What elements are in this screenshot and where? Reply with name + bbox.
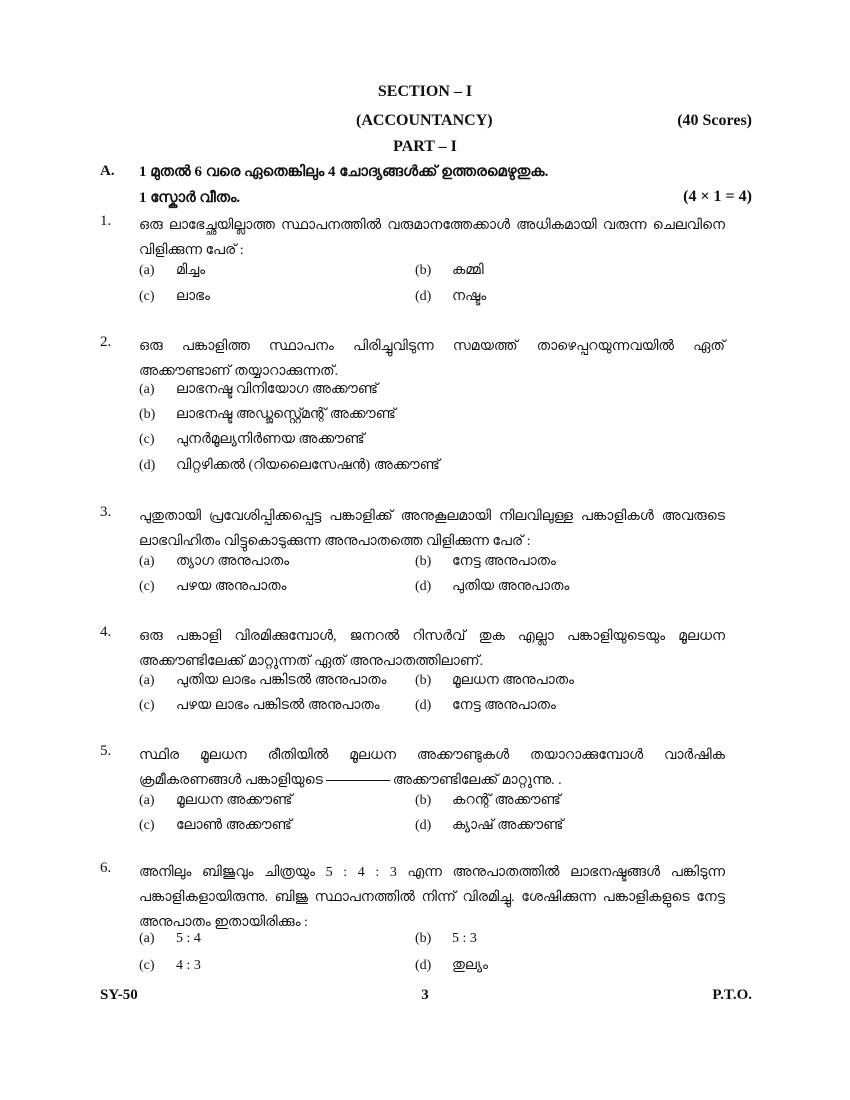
option-text: പഴയ അനുപാതം (176, 579, 287, 594)
option-label: (c) (139, 958, 155, 973)
option-label: (c) (139, 579, 155, 594)
option-text: ലാഭനഷ്ട അഡ്ജസ്റ്റ്മെന്റ് അക്കൗണ്ട് (176, 407, 396, 422)
option-label: (a) (139, 382, 155, 397)
option-text: മൂലധന അനുപാതം (452, 673, 574, 688)
option-text: വിറ്റഴിക്കൽ (റിയലൈസേഷൻ) അക്കൗണ്ട് (176, 458, 440, 473)
option-text: തുല്യം (452, 958, 488, 973)
question-text: ഒരു പങ്കാളി വിരമിക്കുമ്പോൾ, ജനറൽ റിസർവ് തുക എല്ലാ പങ്കാളിയുടെയും മൂലധന അക്കൗണ്ടിലേക്ക് മാറ്റുന്നത് ഏത് അനുപാതത്തിലാണ്. (139, 629, 725, 669)
question-text: ഒരു ലാഭേച്ഛയില്ലാത്ത സ്ഥാപനത്തിൽ വരുമാനത്തേക്കാൾ അധികമായി വരുന്ന ചെലവിനെ വിളിക്കുന്ന പേര് : (139, 218, 725, 258)
option-label: (a) (139, 554, 155, 569)
total-scores: (40 Scores) (677, 112, 752, 129)
option-label: (d) (415, 958, 432, 973)
option-label: (d) (415, 698, 432, 713)
question-number: 2. (100, 334, 112, 350)
option-text: ലാഭനഷ്ട വിനിയോഗ അക്കൗണ്ട് (176, 382, 378, 397)
option-label: (c) (139, 289, 155, 304)
option-label: (c) (139, 818, 155, 833)
option-text: പുതിയ ലാഭം പങ്കിടൽ അനുപാതം (176, 673, 387, 688)
question-text-before: സ്ഥിര മൂലധന രീതിയിൽ മൂലധന അക്കൗണ്ടുകൾ തയാറാക്കുമ്പോൾ വാർഷിക ക്രമീകരണങ്ങൾ പങ്കാളിയുടെ (139, 748, 725, 788)
page-number: 3 (421, 987, 429, 1003)
option-text: നഷ്ടം (452, 289, 487, 304)
option-label: (b) (415, 673, 432, 688)
instruction-label: A. (100, 163, 115, 179)
part-title: PART – I (393, 138, 457, 155)
question-number: 6. (100, 860, 112, 876)
instruction-subtext: 1 സ്കോർ വീതം. (139, 190, 241, 206)
option-text: കറന്റ് അക്കൗണ്ട് (452, 793, 561, 808)
answer-blank (326, 780, 390, 781)
option-label: (b) (415, 554, 432, 569)
option-text: ലാഭം (176, 289, 210, 304)
option-label: (d) (415, 289, 432, 304)
question-number: 4. (100, 624, 112, 640)
option-text: പുനർമൂല്യനിർണയ അക്കൗണ്ട് (176, 432, 365, 447)
instruction-text: 1 മുതൽ 6 വരെ ഏതെങ്കിലും 4 ചോദ്യങ്ങൾക്ക് ഉത്തരമെഴുതുക. (139, 164, 549, 180)
option-text: 5 : 3 (452, 931, 477, 946)
option-label: (a) (139, 793, 155, 808)
question-text (139, 743, 725, 793)
option-text: ത്യാഗ അനുപാതം (176, 554, 290, 569)
option-label: (a) (139, 263, 155, 278)
subject-title: (ACCOUNTANCY) (356, 112, 493, 129)
option-label: (c) (139, 432, 155, 447)
option-text: ലോൺ അക്കൗണ്ട് (176, 818, 292, 833)
option-text: മിച്ചം (176, 263, 206, 278)
option-text: 5 : 4 (176, 931, 201, 946)
option-text: കമ്മി (452, 263, 484, 278)
option-text: മൂലധന അക്കൗണ്ട് (176, 793, 293, 808)
question-number: 3. (100, 504, 112, 520)
option-text: നേട്ട അനുപാതം (452, 698, 556, 713)
option-label: (d) (415, 818, 432, 833)
question-text: അനിലും ബിജുവും ചിത്രയും 5 : 4 : 3 എന്ന അനുപാതത്തിൽ ലാഭനഷ്ടങ്ങൾ പങ്കിടുന്ന പങ്കാളികളായിരുന്നു. ബിജു സ്ഥാപനത്തിൽ നിന്ന് വിരമിച്ചു. ശേഷിക്കുന്ന പങ്കാളികളുടെ നേട്ട അനുപാതം ഇതായിരിക്കും : (139, 865, 725, 930)
option-text: പുതിയ അനുപാതം (452, 579, 570, 594)
instruction-marks: (4 × 1 = 4) (683, 188, 752, 205)
option-label: (a) (139, 931, 155, 946)
option-label: (b) (139, 407, 156, 422)
option-text: 4 : 3 (176, 958, 201, 973)
question-number: 5. (100, 743, 112, 759)
option-text: പഴയ ലാഭം പങ്കിടൽ അനുപാതം (176, 698, 380, 713)
option-label: (c) (139, 698, 155, 713)
please-turn-over: P.T.O. (712, 987, 752, 1003)
option-label: (b) (415, 793, 432, 808)
option-label: (b) (415, 263, 432, 278)
option-text: ക്യാഷ് അക്കൗണ്ട് (452, 818, 564, 833)
option-label: (b) (415, 931, 432, 946)
option-text: നേട്ട അനുപാതം (452, 554, 556, 569)
question-text: പുതുതായി പ്രവേശിപ്പിക്കപ്പെട്ട പങ്കാളിക്ക് അനുകൂലമായി നിലവിലുള്ള പങ്കാളികൾ അവരുടെ ലാഭവിഹിതം വിട്ടുകൊടുക്കുന്ന അനുപാതത്തെ വിളിക്കുന്ന പേര് : (139, 509, 725, 549)
question-text: ഒരു പങ്കാളിത്ത സ്ഥാപനം പിരിച്ചുവിടുന്ന സമയത്ത് താഴെപ്പറയുന്നവയിൽ ഏത് അക്കൗണ്ടാണ് തയ്യാറാക്കുന്നത്. (139, 339, 725, 379)
paper-code: SY-50 (100, 987, 138, 1003)
question-number: 1. (100, 213, 112, 229)
question-text-after: അക്കൗണ്ടിലേക്ക് മാറ്റുന്നു. . (392, 773, 562, 788)
option-label: (d) (139, 458, 156, 473)
option-label: (a) (139, 673, 155, 688)
section-title: SECTION – I (377, 83, 473, 100)
option-label: (d) (415, 579, 432, 594)
